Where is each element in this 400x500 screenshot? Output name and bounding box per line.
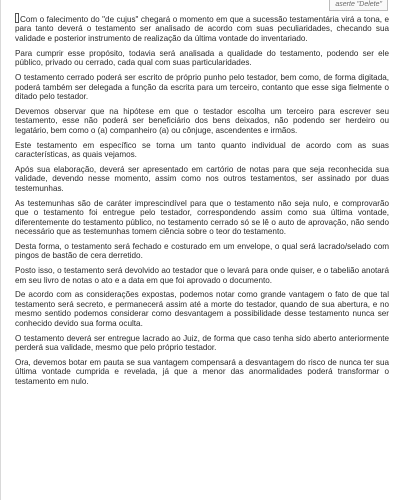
paragraph-6: Após sua elaboração, deverá ser apresentado em cartório de notas para que seja reconhecida sua validade, devendo nesse momento, assim como nos outros testamentos, ser assinado por duas testemunhas.	[15, 164, 389, 193]
paragraph-8: Desta forma, o testamento será fechado e costurado em um envelope, o qual será lacrado/selado com pingos de bastão de cera derretido.	[15, 241, 389, 261]
text-cursor	[15, 13, 19, 23]
paragraph-10: De acordo com as considerações expostas, podemos notar como grande vantagem o fato de que tal testamento será secreto, e permanecerá assim até a morte do testador, quando de sua abertura, e no mesmo sentido podemos considerar como desvantagem a possibilidade desse testamento nunca ser conhecido devido sua forma oculta.	[15, 290, 389, 328]
paragraph-5: Este testamento em específico se torna um tanto quanto individual de acordo com as suas características, as quais vejamos.	[15, 140, 389, 159]
paragraph-4: Devemos observar que na hipótese em que o testador escolha um terceiro para escrever seu testamento, esse não poderá ser beneficiário dos bens deixados, não podendo ser herdeiro ou legatário, bem como o (a) companheiro (a) ou cônjuge, ascendentes e irmãos.	[15, 106, 389, 135]
paragraph-12: Ora, devemos botar em pauta se sua vantagem compensará a desvantagem do risco de nunca ter sua última vontade cumprida e revelada, já que a menor das anormalidades poderá transformar o testamento em nulo.	[15, 357, 389, 386]
document-body[interactable]	[15, 13, 389, 392]
paragraph-7: As testemunhas são de caráter imprescindível para que o testamento não seja nulo, e comprovarão que o testamento foi entregue pelo testador, correspondendo assim como sua última vontade, diferentemente do testamento público, no testamento cerrado só se lê o auto de aprovação, não sendo necessário que as testemunhas tomem ciência sobre o teor do testamento.	[15, 198, 389, 236]
paragraph-2: Para cumprir esse propósito, todavia será analisada a qualidade do testamento, podendo ser ele público, privado ou cerrado, cada qual com suas particularidades.	[15, 48, 389, 68]
paragraph-11: O testamento deverá ser entregue lacrado ao Juiz, de forma que caso tenha sido aberto anteriormente perderá sua validade, mesmo que pelo próprio testador.	[15, 333, 389, 353]
paragraph-9: Posto isso, o testamento será devolvido ao testador que o levará para onde quiser, e o tabelião anotará em seu livro de notas o ato e a data em que foi aprovado o documento.	[15, 266, 389, 285]
insert-hint-label: aserte "Delete"	[329, 0, 388, 11]
paragraph-1	[15, 13, 389, 43]
paragraph-3: O testamento cerrado poderá ser escrito de próprio punho pelo testador, bem como, de forma digitada, poderá também ser delegada a função da escrita para um terceiro, contanto que esse siga fielmente o ditado pelo testador.	[15, 73, 389, 101]
paragraph-1-text: Com o falecimento do "de cujus" chegará o momento em que a sucessão testamentária virá a tona, e para tanto deverá o testamento ser analisado de acordo com suas peculiaridades, checando sua validade e posterior instrumento de realização da última vontade do inventariado.	[15, 15, 389, 43]
